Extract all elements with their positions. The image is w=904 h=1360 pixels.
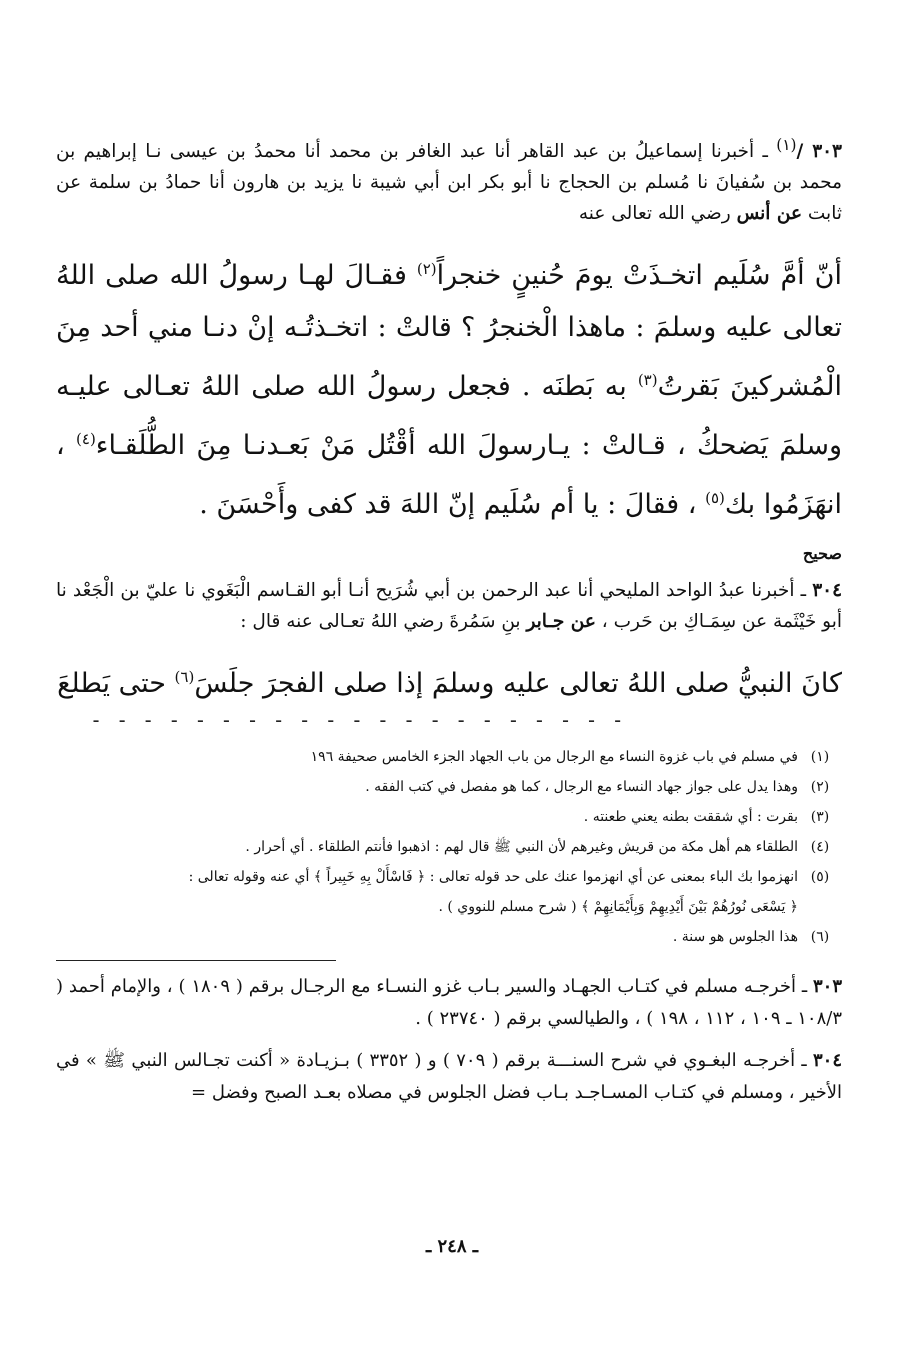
- footnote-text: وهذا يدل على جواز جهاد النساء مع الرجال ، كما هو مفصل في كتب الفقه .: [365, 779, 798, 796]
- footnote-ref: (٥): [705, 489, 725, 508]
- matn-text: فقـالَ لهـا رسولُ الله صلى اللهُ تعالى عليه وسلمَ : ماهذا الْخنجرُ ؟ قالتْ : اتخـذتُـه إنْ دنـا مني أحد مِنَ الْمُشركينَ بَقرتُ: [56, 260, 842, 403]
- footnote-text: هذا الجلوس هو سنة .: [672, 929, 798, 946]
- isnad-text: ـ أخبرنا إسماعيلُ بن عبد القاهر أنا عبد الغافر بن محمد أنا محمدُ بن عيسى نـا: [145, 141, 768, 163]
- footnotes: [56, 742, 842, 952]
- hadith-number: ٣٠٣ /: [796, 141, 842, 163]
- footnote-ref: (١): [776, 136, 797, 154]
- matn-text: به بَطنَه . فجعل رسولُ الله صلى اللهُ تعـالى عليـه وسلمَ يَضحكُ ، قـالتْ : يـارسولَ الله أقْتُل مَنْ بَعـدنـا مِنَ الطُّلَقـاء: [56, 371, 842, 462]
- hadith-304-isnad: [56, 575, 842, 637]
- hadith-number: ٣٠٤: [812, 580, 843, 602]
- footnote-number: (٦): [810, 929, 830, 946]
- takhrij-separator-wrap: [56, 952, 842, 971]
- footnote-number: (٣): [810, 809, 830, 826]
- footnote-text: انهزموا بك الباء بمعنى عن أي انهزموا عنك على حد قوله تعالى : ﴿ فَاسْأَلْ بِهِ خَبِيراً ﴾ أي عنه وقوله تعالى :: [188, 869, 798, 886]
- footnote-item: [56, 922, 842, 952]
- takhrij-number: ٣٠٣: [812, 976, 842, 998]
- hadith-303-matn: [56, 243, 842, 531]
- hadith-303-isnad: [56, 130, 842, 229]
- isnad-text: نا عليّ بن الْجَعْد نا أبو خَيْثَمة عن سِمَـاكِ بن حَرب ،: [56, 580, 842, 633]
- footnote-item: [56, 772, 842, 802]
- takhrij-303: [56, 971, 842, 1035]
- isnad-text: ـ أخبرنا عبدُ الواحد المليحي أنا عبد الرحمن بن أبي شُرَيح أنـا أبو القـاسم الْبَغَوي: [201, 580, 807, 602]
- footnote-number: (٢): [810, 779, 830, 796]
- isnad-text: إبراهيم بن محمد بن سُفيانَ نا مُسلم بن الحجاج نا أبو بكر ابن أبي شيبة نا يزيد بن هارون أنا: [56, 141, 842, 194]
- footnote-text: في مسلم في باب غزوة النساء مع الرجال من باب الجهاد الجزء الخامس صحيفة ١٩٦: [310, 749, 798, 766]
- footnote-ref: (٢): [416, 260, 437, 279]
- footnote-separator: - - - - - - - - - - - - - - - - - - - - -: [90, 712, 625, 729]
- narrator-name: عن جـابر: [526, 611, 596, 633]
- isnad-text: حمادُ بن سلمة عن ثابت: [56, 172, 842, 225]
- footnote-number: [798, 892, 842, 922]
- footnote-item: [56, 892, 842, 922]
- matn-text: أنّ أمَّ سُلَيم اتخـذَتْ يومَ حُنينٍ خنجراً: [436, 260, 842, 292]
- isnad-text: رضي الله تعالى عنه: [578, 203, 731, 225]
- takhrij-text: ـ أخرجـه مسلم في كتـاب الجهـاد والسير بـاب غزو النسـاء مع الرجـال برقم ( ١٨٠٩ ) ، والإمام أحمد ( ١٠٨/٣ ـ ١٠٩ ، ١١٢ ، ١٩٨ ) ، والطيالسي برقم ( ٢٣٧٤٠ ) .: [56, 976, 842, 1030]
- takhrij-number: ٣٠٤: [813, 1050, 843, 1072]
- takhrij-separator: [56, 960, 336, 961]
- footnote-text: بقرت : أي شققت بطنه يعني طعنته .: [583, 809, 798, 826]
- page-body: [56, 130, 842, 1119]
- footnote-item: [56, 862, 842, 892]
- footnote-number: (١): [810, 749, 830, 766]
- footnote-ref: (٦): [174, 668, 195, 687]
- footnote-text: ﴿ يَسْعَى نُورُهُمْ بَيْنَ أَيْدِيهِمْ وَبِأَيْمَانِهِمْ ﴾ ( شرح مسلم للنووي ) .: [438, 899, 798, 916]
- matn-text: ، انهَزَمُوا بك: [56, 430, 842, 521]
- footnote-item: [56, 832, 842, 862]
- narrator-name: عن أنس: [736, 203, 802, 225]
- page-number: ـ ٢٤٨ ـ: [425, 1236, 479, 1257]
- footnote-text: الطلقاء هم أهل مكة من قريش وغيرهم لأن النبي ﷺ قال لهم : اذهبوا فأنتم الطلقاء . أي أحرار .: [245, 839, 798, 856]
- footnote-ref: (٤): [76, 430, 96, 449]
- hadith-304-matn: [56, 651, 842, 710]
- footnote-number: (٥): [810, 869, 830, 886]
- matn-text: ، فقالَ : يا أم سُلَيم إنّ اللهَ قد كفى وأَحْسَنَ .: [199, 489, 706, 521]
- isnad-text: بنِ سَمُرةَ رضي اللهُ تعـالى عنه قال :: [240, 611, 521, 633]
- hadith-grade: صحيح: [802, 544, 842, 564]
- footnote-number: (٤): [810, 839, 830, 856]
- takhrij-304: [56, 1045, 842, 1109]
- footnote-item: [56, 802, 842, 832]
- matn-text: حتى يَطلعَ: [57, 668, 175, 700]
- footnote-ref: (٣): [637, 371, 658, 390]
- footnote-item: [56, 742, 842, 772]
- takhrij-text: ـ أخرجـه البغـوي في شرح السنـــة برقم ( ٧٠٩ ) و ( ٣٣٥٢ ) بـزيـادة « أكنت تجـالس النبي ﷺ » في الأخير ، ومسلم في كتـاب المسـاجـد بـاب فضل الجلوس في مصلاه بعـد الصبح وفضل =: [56, 1050, 842, 1104]
- matn-text: كانَ النبيُّ صلى اللهُ تعالى عليه وسلمَ إذا صلى الفجرَ جلَسَ: [194, 668, 842, 700]
